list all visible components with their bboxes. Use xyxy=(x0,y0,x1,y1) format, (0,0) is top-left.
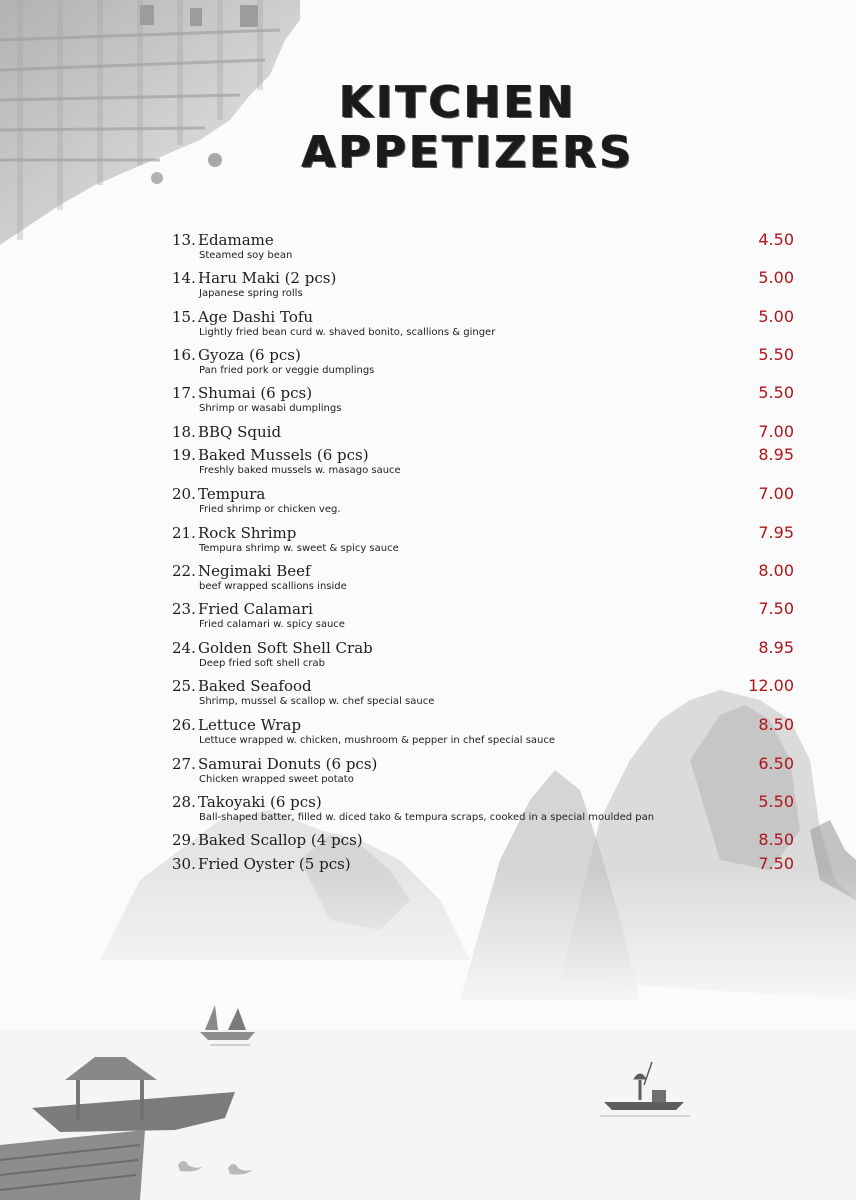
item-price: 8.95 xyxy=(758,638,794,657)
item-description: Lightly fried bean curd w. shaved bonito, scallions & ginger xyxy=(199,327,496,338)
item-name: Baked Scallop (4 pcs) xyxy=(198,831,363,849)
item-number: 14. xyxy=(172,269,196,287)
item-name: Tempura xyxy=(198,485,266,503)
item-number: 13. xyxy=(172,231,196,249)
item-price: 5.50 xyxy=(758,792,794,811)
title-line-2: APPETIZERS xyxy=(301,127,635,178)
item-description: Steamed soy bean xyxy=(199,250,293,261)
item-number: 25. xyxy=(172,677,196,695)
item-number: 30. xyxy=(172,855,196,873)
item-number: 20. xyxy=(172,485,196,503)
item-description: Fried calamari w. spicy sauce xyxy=(199,619,345,630)
item-name: Gyoza (6 pcs) xyxy=(198,346,301,364)
pier-and-boats-illustration xyxy=(0,1005,856,1200)
item-number: 23. xyxy=(172,600,196,618)
item-name: Age Dashi Tofu xyxy=(198,308,314,326)
item-description: Shrimp or wasabi dumplings xyxy=(199,403,342,414)
item-number: 21. xyxy=(172,524,196,542)
item-price: 5.00 xyxy=(758,268,794,287)
item-name: Lettuce Wrap xyxy=(198,716,302,734)
item-description: Chicken wrapped sweet potato xyxy=(199,774,354,785)
item-price: 5.50 xyxy=(758,383,794,402)
item-name: Haru Maki (2 pcs) xyxy=(198,269,337,287)
item-price: 7.95 xyxy=(758,523,794,542)
item-description: Freshly baked mussels w. masago sauce xyxy=(199,465,401,476)
item-price: 8.50 xyxy=(758,715,794,734)
item-number: 27. xyxy=(172,755,196,773)
item-number: 29. xyxy=(172,831,196,849)
item-number: 22. xyxy=(172,562,196,580)
item-number: 26. xyxy=(172,716,196,734)
item-description: beef wrapped scallions inside xyxy=(199,581,347,592)
item-number: 24. xyxy=(172,639,196,657)
item-name: Shumai (6 pcs) xyxy=(198,384,313,402)
item-description: Ball-shaped batter, filled w. diced tako & tempura scraps, cooked in a special moulded pan xyxy=(199,812,655,823)
item-name: Fried Oyster (5 pcs) xyxy=(198,855,351,873)
item-number: 16. xyxy=(172,346,196,364)
item-name: Rock Shrimp xyxy=(198,524,297,542)
item-number: 19. xyxy=(172,446,196,464)
item-price: 7.00 xyxy=(758,422,794,441)
item-name: Samurai Donuts (6 pcs) xyxy=(198,755,378,773)
item-description: Tempura shrimp w. sweet & spicy sauce xyxy=(199,543,399,554)
item-description: Fried shrimp or chicken veg. xyxy=(199,504,341,515)
item-price: 8.00 xyxy=(758,561,794,580)
title-line-1: KITCHEN xyxy=(339,77,577,128)
item-price: 7.50 xyxy=(758,854,794,873)
item-price: 6.50 xyxy=(758,754,794,773)
page-title xyxy=(0,78,856,178)
item-name: Takoyaki (6 pcs) xyxy=(198,793,322,811)
item-description: Deep fried soft shell crab xyxy=(199,658,325,669)
item-name: Golden Soft Shell Crab xyxy=(198,639,373,657)
item-description: Shrimp, mussel & scallop w. chef special sauce xyxy=(199,696,435,707)
item-price: 7.00 xyxy=(758,484,794,503)
item-description: Pan fried pork or veggie dumplings xyxy=(199,365,375,376)
item-name: BBQ Squid xyxy=(198,423,282,441)
item-description: Japanese spring rolls xyxy=(199,288,303,299)
item-number: 15. xyxy=(172,308,196,326)
item-name: Baked Mussels (6 pcs) xyxy=(198,446,369,464)
item-name: Fried Calamari xyxy=(198,600,313,618)
item-name: Negimaki Beef xyxy=(198,562,311,580)
item-price: 8.95 xyxy=(758,445,794,464)
item-number: 28. xyxy=(172,793,196,811)
item-price: 5.00 xyxy=(758,307,794,326)
item-price: 4.50 xyxy=(758,230,794,249)
item-name: Baked Seafood xyxy=(198,677,312,695)
item-number: 17. xyxy=(172,384,196,402)
item-price: 7.50 xyxy=(758,599,794,618)
item-description: Lettuce wrapped w. chicken, mushroom & pepper in chef special sauce xyxy=(199,735,556,746)
item-price: 8.50 xyxy=(758,830,794,849)
item-number: 18. xyxy=(172,423,196,441)
item-name: Edamame xyxy=(198,231,274,249)
item-price: 5.50 xyxy=(758,345,794,364)
item-price: 12.00 xyxy=(748,676,794,695)
